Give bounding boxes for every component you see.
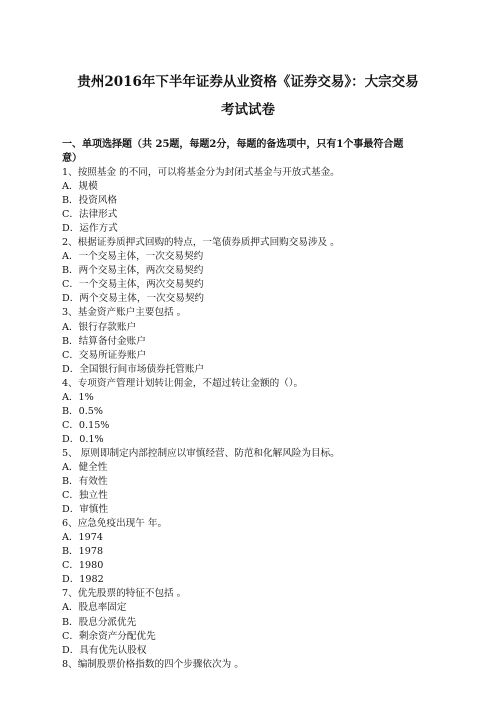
document-title-line-1: 贵州2016年下半年证券从业资格《证券交易》：大宗交易 xyxy=(77,74,419,90)
answer-option: A．健全性 xyxy=(62,461,108,473)
answer-option: D．0.1% xyxy=(62,433,104,445)
answer-option: C．交易所证券账户 xyxy=(62,349,147,361)
question-stem: 5、 原则即制定内部控制应以审慎经营、防范和化解风险为目标。 xyxy=(62,447,340,459)
answer-option: D．审慎性 xyxy=(62,504,109,516)
section-heading-continuation: 意） xyxy=(62,153,82,164)
answer-option: B．有效性 xyxy=(62,476,108,488)
answer-option: C．1980 xyxy=(62,560,104,572)
answer-option: A．股息率固定 xyxy=(62,602,127,614)
answer-option: A．银行存款账户 xyxy=(62,321,137,333)
answer-option: D．两个交易主体，一次交易契约 xyxy=(62,293,205,305)
answer-option: B．1978 xyxy=(62,546,104,558)
answer-option: D．1982 xyxy=(62,574,104,586)
answer-option: A．1974 xyxy=(62,532,103,544)
answer-option: D．全国银行间市场债券托管账户 xyxy=(62,363,205,375)
question-stem: 2、根据证券质押式回购的特点，一笔债券质押式回购交易涉及 。 xyxy=(62,237,340,249)
question-stem: 4、专项资产管理计划转让佣金，不超过转让金额的（）。 xyxy=(62,377,304,389)
question-stem: 6、应急免疫出现午 年。 xyxy=(62,518,168,530)
answer-option: A．规模 xyxy=(62,181,98,193)
answer-option: C．0.15% xyxy=(62,419,110,431)
question-stem: 7、优先股票的特征不包括 。 xyxy=(62,588,187,600)
answer-option: B．两个交易主体，两次交易契约 xyxy=(62,265,204,277)
answer-option: B．0.5% xyxy=(62,405,104,417)
answer-option: B．结算备付金账户 xyxy=(62,335,146,347)
answer-option: D．具有优先认股权 xyxy=(62,644,147,656)
section-heading xyxy=(62,138,442,166)
answer-option: C．剩余资产分配优先 xyxy=(62,630,156,642)
answer-option: C．一个交易主体，两次交易契约 xyxy=(62,279,204,291)
section-heading-text: 一、单项选择题（共 25题，每题2分，每题的备选项中，只有1个事最符合题 xyxy=(62,139,404,150)
answer-option: B．股息分派优先 xyxy=(62,616,137,628)
question-stem: 8、编制股票价格指数的四个步骤依次为 。 xyxy=(62,658,244,670)
document-title-line-2: 考试试卷 xyxy=(221,102,275,118)
answer-option: C．法律形式 xyxy=(62,209,118,221)
answer-option: A．一个交易主体，一次交易契约 xyxy=(62,251,204,263)
question-list xyxy=(62,166,442,672)
question-stem: 1、按照基金 的不同，可以将基金分为封闭式基金与开放式基金。 xyxy=(62,167,340,178)
answer-option: A．1% xyxy=(62,391,94,403)
answer-option: B．投资风格 xyxy=(62,195,118,207)
answer-option: C．独立性 xyxy=(62,490,108,502)
answer-option: D．运作方式 xyxy=(62,223,118,235)
question-stem: 3、基金资产账户主要包括 。 xyxy=(62,307,187,319)
